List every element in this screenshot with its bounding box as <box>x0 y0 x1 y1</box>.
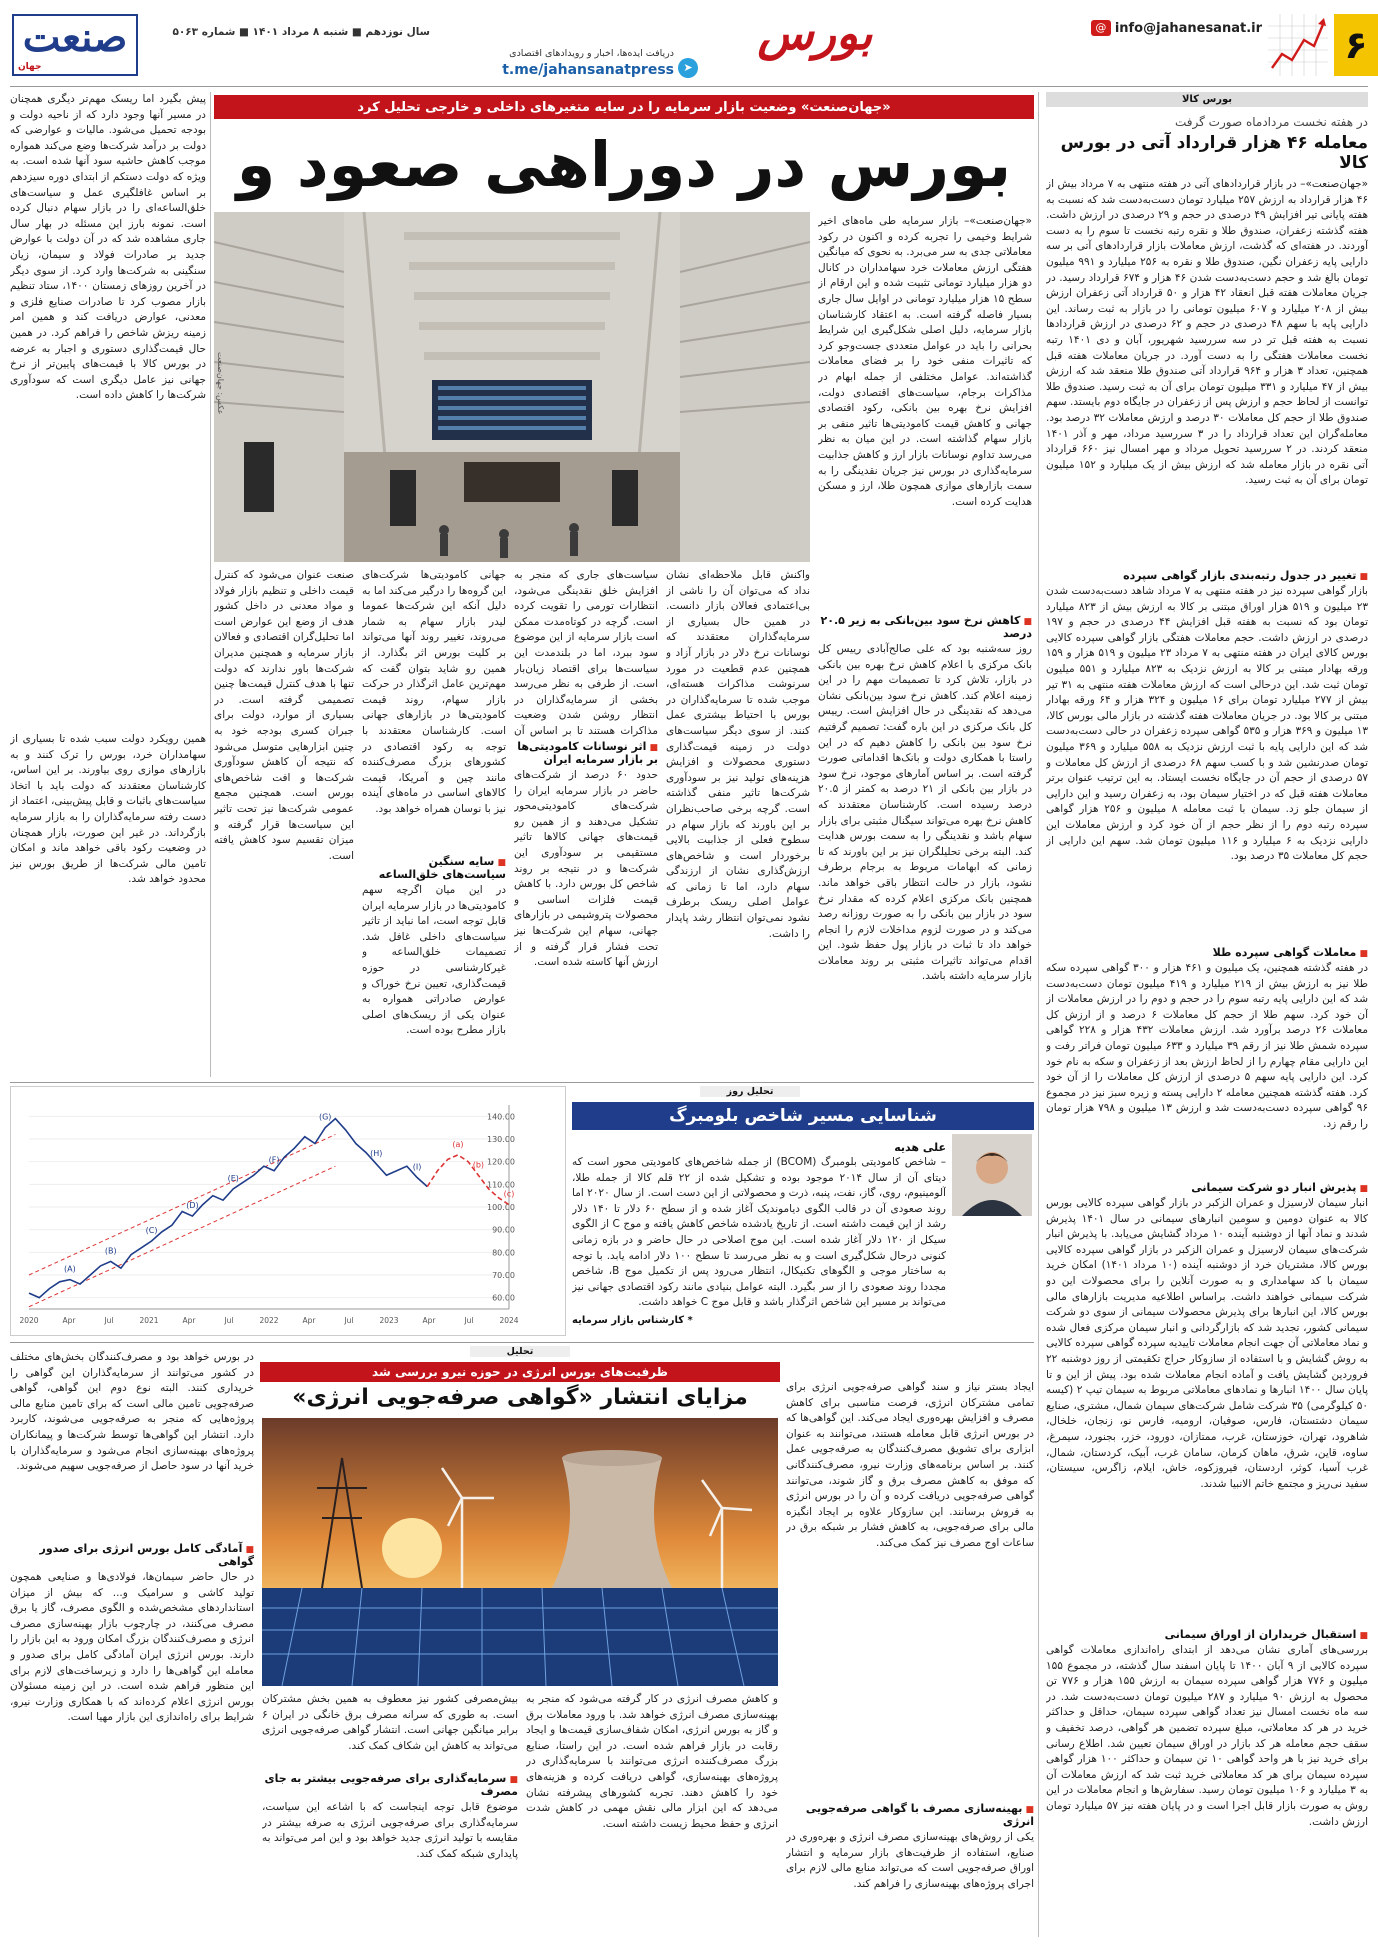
report-col-3 <box>262 1692 518 1937</box>
author-avatar <box>952 1134 1032 1216</box>
report-col-1 <box>786 1380 1034 1940</box>
subheading-exchange-ready: ■ آمادگی کامل بورس انرژی برای صدور گواهی <box>10 1542 254 1568</box>
y-tick-label: 130.00 <box>487 1135 515 1144</box>
subheading-optimization: ■ بهینه‌سازی مصرف با گواهی صرفه‌جویی انرژی <box>786 1802 1034 1828</box>
article-paragraph-4: انبار سیمان لارسیزل و عمران الزکبر در بازار گواهی سپرده کالایی بورس کالا به عنوان دومین و سومین انبارهای سیمانی در سال ۱۴۰۱ پذیرش شدند و نماد آنها از دوشنبه آینده ۱۰ مرداد گشایش می‌یابد. با پذیرش انبار شرکت‌های سیمان لارسیزل و عمران الزکبر در بازار گواهی سپرده کالایی بورس کالا، مشتریان خرد از دوشنبه آینده (۱۰ مرداد ۱۴۰۱) امکان خرید سیمان با کد سهامداری و به صورت آنلاین را برای محصولات این دو شرکت سیمانی خواهند داشت. براساس اطلاعیه مدیریت بازارهای مالی بورس کالا، این انبارها برای پذیرش محصولات سیمانی از سوی دو شرکت سیمانی کشور، تجدید شد که بازارگردانی و انبار سیمان مرکزی فعال شده و نماد معاملاتی آن جهت انجام معاملات تاییدیه سپرده گواهی سپرده کالایی به روش گشایش و با استفاده از سازوکار حراج تکقیمتی از روز دوشنبه ۲۲ فروردین گشایش یافت و آماده انجام معاملات شده بود. پیش از این و تا پایان سال ۱۴۰۰ انبارها و نمادهای معاملاتی مربوط به سیمان تیپ ۲ (کیسه ۵۰ کیلوگرمی) ۳۵ شرکت شامل شرکت‌های سیمان شمال، مشتری، صنایع سیمان دشتستان، فارس، صوفیان، ارومیه، فارس نو، زنجان، خلخال، شاهرود، تهران، خوزستان، غرب، ممتازان، دورود، خزر، بجنورد، سیمرغ، ساوه، قاین، شرق، ماهان کرمان، سامان غرب، آبیک، کردستان، شمال، غرب آسیا، کوثر، اردستان، فیروزکوه، خاش، ایلام، زاگرس، سیستان، سفید نی‌ریز و مجتمع خاتم الانبیا شدند. <box>1046 1197 1368 1490</box>
analysis-tag: تحلیل روز <box>700 1086 800 1097</box>
main-column-5 <box>362 568 506 1073</box>
x-tick-label: 2023 <box>379 1316 399 1325</box>
main-column-6-text: صنعت عنوان می‌شود که کنترل قیمت داخلی و تنظیم بازار فولاد و مواد معدنی در داخل کشور هدف از وضع این عوارض است اما تحلیل‌گران اقتصادی و فعالان بازار سرمایه و همچنین مدیران شرکت‌ها باور ندارند که دولت تنها با هدف کنترل قیمت‌ها چنین تصمیمی گرفته است. در بسیاری از موارد، دولت برای جبران کسری بودجه خود به چنین ابزارهایی متوسل می‌شود که نتیجه آن کاهش سودآوری شرکت‌ها و افت شاخص‌های بورس است. همچنین مجمع عمومی شرکت‌ها نیز تحت تاثیر این سیاست‌ها قرار گرفته و میزان تقسیم سود کاهش یافته است. <box>214 569 354 862</box>
newspaper-logo <box>12 14 138 76</box>
main-column-7b-text: همین رویکرد دولت سبب شده تا بسیاری از سهامداران خرد، بورس را ترک کنند و به بازارهای موازی روی بیاورند. بر این اساس، کارشناسان معتقدند که دولت باید با اتخاذ سیاست‌های باثبات و قابل پیش‌بینی، اعتماد از دست رفته سرمایه‌گذاران را به بازار سرمایه بازگرداند. در غیر این صورت، بازار همچنان در وضعیت رکود باقی خواهد ماند و امکان تامین مالی شرکت‌ها از طریق بورس نیز محدود خواهد شد. <box>10 733 206 886</box>
main-column-5b-text: در این میان اگرچه سهم کامودیتی‌ها در بازار سرمایه ایران قابل توجه است، اما نباید از تاثیر سیاست‌های داخلی غافل شد. تصمیمات خلق‌الساعه و غیرکارشناسی در حوزه قیمت‌گذاری، تعیین نرخ خوراک و عوارض صادراتی همواره به عنوان یکی از ریسک‌های اصلی بازار مطرح بوده است. <box>362 884 506 1037</box>
main-kicker: «جهان‌صنعت» وضعیت بازار سرمایه را در سایه متغیرهای داخلی و خارجی تحلیل کرد <box>357 99 891 115</box>
main-column-4 <box>514 568 658 1073</box>
projection-label: (b) <box>472 1160 485 1170</box>
article-paragraph-3: در هفته گذشته همچنین، یک میلیون و ۴۶۱ هزار و ۳۰۰ گواهی سپرده سکه طلا نیز به ارزش بیش از ۲۱۹ میلیارد و ۴۱۹ میلیون تومان دست‌به‌دست شد که این دارایی پایه رتبه سوم را در حجم و دوم را در ارزش معاملات از آن خود کرد. سهم طلا از حجم کل معاملات ۶ درصد و از ارزش کل معاملات ۲۶ درصد برآورد شد. ارزش معاملات ۴۳۲ هزار و ۲۲۸ گواهی سپرده شمش طلا نیز از رقم ۳۹ میلیارد و ۶۳۳ میلیون تومان فراتر رفت و این دارایی مقام چهارم را از لحاظ ارزش بعد از زعفران و سکه به نام خود کرد. این دارایی پایه سهم ۵ درصدی از ارزش کل معاملات را از آن خود کرد. هفته گذشته همچنین معامله ۲ دارایی پسته و زیره سبز نیز در مجموع ۹۶ گواهی سپرده دست‌به‌دست شد و ارزش ۱۳ میلیون و ۷۹۸ هزار تومان را رقم زد. <box>1046 962 1368 1130</box>
main-headline: بورس در دوراهی صعود و <box>236 128 1012 201</box>
main-intro: «جهان‌صنعت»– بازار سرمایه طی ماه‌های اخیر شرایط وخیمی را تجربه کرده و اکنون در رکود معاملاتی جدی به سر می‌برد. به نحوی که میانگین هفتگی ارزش معاملات خرد سهامداران در کانال دو هزار میلیارد تومانی تثبیت شده و این ارقام از سطح ۱۵ هزار میلیارد تومانی در اوایل سال جاری بسیار فاصله گرفته است. به اعتقاد کارشناسان بازار سرمایه، دلیل اصلی شکل‌گیری این شرایط بحرانی را باید در عوامل متعددی جست‌وجو کرد که تاثیرات منفی خود را بر فضای معاملات گذاشته‌اند. عوامل مختلفی از جمله ابهام در مذاکرات برجام، سیاست‌های اقتصادی دولت، افزایش نرخ بهره بین بانکی، رکود اقتصادی جهانی و کاهش قیمت کامودیتی‌ها تاثیر منفی بر بازار سهام گذاشته است. در این میان به نظر می‌رسد تداوم نوسانات بازار ارز و کاهش جذابیت سرمایه‌گذاری در بورس نیز جریان نقدینگی را به سمت بازارهای موازی همچون طلا، ارز و مسکن هدایت کرده است. <box>818 215 1032 508</box>
report-col-1b-text: یکی از روش‌های بهینه‌سازی مصرف انرژی و بهره‌وری در صنایع، استفاده از ظرفیت‌های بازار سرمایه و انتشار اوراق صرفه‌جویی است که می‌تواند منابع مالی لازم برای اجرای پروژه‌های بهینه‌سازی را فراهم کند. <box>786 1831 1034 1890</box>
x-tick-label: Jul <box>104 1316 114 1325</box>
report-col-4-text: در بورس خواهد بود و مصرف‌کنندگان بخش‌های مختلف در کشور می‌توانند از سرمایه‌گذاران این گواهی را خریداری کنند. البته نوع دوم این گواهی، گواهی صرفه‌جویی تامین مالی است که برای تامین منابع مالی پروژه‌هایی که منجر به صرفه‌جویی می‌شوند، کاربرد دارد. انتشار این گواهی‌ها توسط شرکت‌ها و پیمانکاران پروژه‌های بهینه‌سازی انجام می‌شود و سرمایه‌گذاران با خرید آنها در سود حاصل از صرفه‌جویی سهیم می‌شوند. <box>10 1351 254 1473</box>
page-number: ۶ <box>1344 23 1368 67</box>
report-col-1-text: ایجاد بستر نیاز و سند گواهی صرفه‌جویی انرژی برای تمامی مشترکان انرژی، فرصت مناسبی برای کاهش مصرف و افزایش بهره‌وری ایجاد می‌کند. این گواهی‌ها که در بورس انرژی قابل معامله هستند، می‌توانند به عنوان ابزاری برای تشویق مصرف‌کنندگان به صرفه‌جویی عمل کنند. بر اساس برنامه‌های وزارت نیرو، مصرف‌کنندگانی که موفق به کاهش مصرف برق و گاز شوند، می‌توانند گواهی صرفه‌جویی دریافت کرده و آن را در بورس انرژی به فروش برسانند. این سازوکار علاوه بر ایجاد انگیزه مالی برای صرفه‌جویی، به کاهش فشار بر شبکه برق در ساعات اوج مصرف نیز کمک می‌کند. <box>786 1381 1034 1549</box>
y-tick-label: 140.00 <box>487 1112 515 1122</box>
subheading-whimsical-policies: ■ سایه سنگین سیاست‌های خلق‌الساعه <box>362 855 506 881</box>
email-box <box>1091 16 1262 40</box>
report-kicker: ظرفیت‌های بورس انرژی در حوزه نیرو بررسی شد <box>372 1365 668 1379</box>
trend-line-upper <box>29 1134 335 1275</box>
subheading-commodity-effect: ■ اثر نوسانات کامودیتی‌ها بر بازار سرمایه ایران <box>514 740 658 766</box>
report-tag: تحلیل <box>470 1346 570 1357</box>
subheading-cement-papers: ■ استقبال خریداران از اوراق سیمانی <box>1046 1628 1368 1641</box>
main-kicker-bar <box>214 95 1034 119</box>
analysis-headline: شناسایی مسیر شاخص بلومبرگ <box>669 1106 937 1126</box>
x-tick-label: 2021 <box>139 1316 159 1325</box>
main-column-7-text: پیش بگیرد اما ریسک مهم‌تر دیگری همچنان در مسیر آنها وجود دارد که از ناحیه دولت و بودجه تحمیل می‌شود. مالیات و عوارضی که دولت بر درآمد شرکت‌ها وضع می‌کند همواره موجب کاهش حاشیه سود آنها شده است. به ویژه که دولت دستکم از ابتدای دوره سیزدهم بر اساس غافلگیری عمل و سیاست‌های خلق‌الساعه‌ای را در بازار سهام دنبال کرده است. نمونه بارز این مسئله در بهار سال جاری مشاهده شد که در آن دولت با عوارض جدید بر صادرات فولاد و سیمان، زیان سنگینی به شرکت‌ها وارد کرد. از سوی دیگر در آخرین روزهای زمستان ۱۴۰۰، ستاد تنظیم بازار مصوب کرد تا صادرات صنایع فلزی و معدنی، عوارض دریافت کند و همین امر زمینه ریزش شاخص را فراهم کرد. در همین حال قیمت‌گذاری دستوری و اجبار به عرضه در بورس کالا با قیمت‌های پایین‌تر از نرخ جهانی نیز عامل دیگری است که سودآوری شرکت‌ها را کاهش داده است. <box>10 93 206 402</box>
main-column-5-text: جهانی کامودیتی‌ها شرکت‌های این گروه‌ها را درگیر می‌کند اما به دلیل آنکه این شرکت‌ها عموما لیدر بازار سهام به شمار می‌روند، تغییر روند آنها می‌تواند بر کلیت بورس اثر بگذارد. از همین رو شاید بتوان گفت که مهم‌ترین عامل اثرگذار در حرکت بازار سهام، روند قیمت کامودیتی‌ها در بازارهای جهانی است. کارشناسان معتقدند با توجه به رکود اقتصادی در کشورهای بزرگ مصرف‌کننده مانند چین و آمریکا، قیمت کالاهای اساسی در ماه‌های آینده نیز با نوسان همراه خواهد بود. <box>362 569 506 815</box>
page-number-box <box>1334 14 1378 76</box>
analysis-author-role: * کارشناس بازار سرمایه <box>572 1315 693 1326</box>
masthead <box>0 0 1378 88</box>
telegram-box <box>438 48 698 82</box>
x-tick-label: 2022 <box>259 1316 279 1325</box>
main-column-4b-text: حدود ۶۰ درصد از شرکت‌های حاضر در بازار سرمایه ایران را شرکت‌های کامودیتی‌محور تشکیل می‌دهند و از همین رو قیمت‌های جهانی کالاها تاثیر مستقیمی بر سودآوری این شرکت‌ها و در نتیجه بر روند شاخص کل بورس دارد. با کاهش قیمت فلزات اساسی و محصولات پتروشیمی در بازارهای جهانی، سهام این شرکت‌ها نیز تحت فشار قرار گرفته و از ارزش آنها کاسته شده است. <box>514 769 658 969</box>
growth-chart-icon <box>1268 14 1328 76</box>
bcom-chart-svg <box>9 1087 565 1337</box>
solar-wind-nuclear-image <box>262 1418 778 1686</box>
x-tick-label: Apr <box>182 1316 196 1325</box>
article-paragraph-5: بررسی‌های آماری نشان می‌دهد از ابتدای راه‌اندازی معاملات گواهی سپرده کالایی از ۹ آبان ۱۴۰۰ تا پایان اسفند سال گذشته، در مجموع ۱۵۵ میلیون و ۷۷۶ هزار گواهی سپرده سیمان به ارزش ۱۵۵ هزار و ۷۷۶ تن محصول به ارزش ۹۰ میلیارد و ۲۸۷ میلیون تومان دست‌به‌دست شد. در سه ماه نخست امسال نیز تعداد گواهی سپرده سیمان، حداقل و حداکثر خرید در هر کد معاملاتی، مبلغ سپرده تضمین هر گواهی، درصد تخفیف و سقف حجم معامله هر کد بازار در اوراق سیمان تعیین شد. اطلاع رسانی برای خرید نیز با هر واحد گواهی ۱۰ تن سیمان و حداکثر ۱۰۰ هزار گواهی سپرده سیمان برای هر کد معاملاتی خرید ثبت شد که ارزش معاملات آن به ۳ میلیارد و ۱۰۶ میلیون تومان رسید. سفارش‌ها و انجام معاملات در این روش به صورت بازار قابل اجرا است و در پایان هفته نیز ۵۷ میلیارد تومان ارزش داشت. <box>1046 1644 1368 1828</box>
report-col-2: و کاهش مصرف انرژی در کار گرفته می‌شود که منجر به بهینه‌سازی مصرف انرژی خواهد شد. با ورود معاملات برق و گاز به بورس انرژی، امکان شفاف‌سازی قیمت‌ها و ایجاد رقابت در بازار فراهم شده است. در این راستا، صنایع بزرگ مصرف‌کننده انرژی می‌توانند با سرمایه‌گذاری در پروژه‌های بهینه‌سازی، گواهی دریافت کرده و هزینه‌های خود را کاهش دهند. تجربه کشورهای پیشرفته نشان می‌دهد که این ابزار مالی نقش مهمی در کاهش شدت انرژی و حفظ محیط زیست داشته است. <box>526 1693 778 1830</box>
y-tick-label: 70.00 <box>492 1271 515 1280</box>
x-tick-label: Apr <box>302 1316 316 1325</box>
x-tick-label: Jul <box>464 1316 474 1325</box>
report-col-4b-text: در حال حاضر سیمان‌ها، فولادی‌ها و صنایعی همچون تولید کاشی و سرامیک و... که بیش از میزان استانداردهای مشخص‌شده و الگوی مصرف، گاز یا برق مصرف می‌کنند، در چارچوب بازار بهینه‌سازی مصرف انرژی و مصرف‌کنندگان بزرگ امکان ورود به این بازار را دارند. بورس انرژی ایران آمادگی کامل برای صدور و معامله این گواهی‌ها را دارد و زیرساخت‌های لازم برای این منظور فراهم شده است. در این زمینه مسئولان بورس انرژی اعلام کرده‌اند که با همکاری وزارت نیرو، شرایط برای راه‌اندازی این بازار مهیا است. <box>10 1571 254 1724</box>
y-tick-label: 110.00 <box>487 1180 515 1190</box>
stock-exchange-photo <box>214 212 810 562</box>
analysis-author: علی هدیه <box>894 1141 946 1154</box>
logo-sub: جهان <box>18 62 42 72</box>
subheading-interbank-rate: ■ کاهش نرخ سود بین‌بانکی به زیر ۲۰.۵ درصد <box>818 614 1032 640</box>
x-tick-label: Jul <box>344 1316 354 1325</box>
stock-exchange-building-image <box>214 212 810 562</box>
y-tick-label: 60.00 <box>492 1293 515 1303</box>
article-headline: معامله ۴۶ هزار قرارداد آتی در بورس کالا <box>1060 133 1368 173</box>
article-paragraph-1: «جهان‌صنعت»– در بازار قراردادهای آتی در هفته منتهی به ۷ مرداد بیش از ۴۶ هزار قرارداد به ارزش ۲۵۷ میلیارد تومان دست‌به‌دست شد که نسبت به هفته پایانی تیر افزایش ۴۹ درصدی در حجم و ۲۹ درصدی در ارزش داشت. هفته گذشته زعفران، صندوق طلا و نقره رتبه نخست تا سوم را به دست آوردند. در هفته‌ای که گذشت، ارزش معاملات بازار قراردادهای آتی بر سه دارایی پایه زعفران نگین، صندوق طلا و نقره به ۲۵۶ میلیارد و ۹۹۱ میلیون تومان بالغ شد و حجم دست‌به‌دست شدن ۴۶ هزار و ۶۷۴ قرارداد رسید. در جریان معاملات هفته قبل انعقاد ۴۲ هزار و ۵۰ قرارداد آتی زعفران ارزش بیش از ۲۰۸ میلیارد و ۶۰۷ میلیون تومانی را در بازار به ثبت رساند. این دارایی پایه با سهم ۴۸ درصدی در حجم و ۶۲ درصدی در ارزش قراردادها نسبت به هفته قبل تر در سه سررسید شهریور، آبان و دی ۱۴۰۱ رتبه نخست معاملات هفتگی را به دست آورد. در جریان معاملات هفته قبل همچنین، تعداد ۳ هزار و ۹۶۴ قرارداد آتی صندوق طلا منعقد شد که ارزش بیش از ۴۷ میلیارد و ۳۳۱ میلیون تومان برای آن به ثبت رسید. صندوق طلا توانست از لحاظ حجم و ارزش پس از زعفران در جایگاه دوم بایستد. سهم صندوق طلا از حجم کل معاملات ۳۰ درصد و ارزش معاملات ۳۲ درصد بود. معامله‌گران این تعداد قرارداد را در ۳ سررسید مرداد، مهر و آذر ۱۴۰۱ منعقد کردند. در ۲ سررسید تحویل مرداد و مهر امسال نیز ۶۶۰ قرارداد آتی نقره در بازار معامله شد که ارزش بیش از یک میلیارد و ۱۵۲ میلیون تومان برای آن به ثبت رسید. <box>1046 178 1368 487</box>
email-address[interactable]: info@jahanesanat.ir <box>1114 20 1262 36</box>
report-col-3b-text: موضوع قابل توجه اینجاست که با اشاعه این سیاست، سرمایه‌گذاری برای صرفه‌جویی انرژی به صرفه بیشتر در مقایسه با تولید انرژی جدید خواهد بود و این امر می‌تواند به پایداری شبکه کمک کند. <box>262 1801 518 1860</box>
subheading-gold-deposit: ■ معاملات گواهی سپرده طلا <box>1046 946 1368 959</box>
article-kicker: در هفته نخست مردادماه صورت گرفت <box>1174 115 1368 129</box>
report-col-3-text: بیش‌مصرفی کشور نیز معطوف به همین بخش مشترکان است. به طوری که سرانه مصرف برق خانگی در ایران ۶ برابر میانگین جهانی است. انتشار گواهی صرفه‌جویی انرژی می‌تواند به کاهش این شکاف کمک کند. <box>262 1693 518 1752</box>
telegram-icon: ➤ <box>678 58 698 78</box>
main-column-6 <box>214 568 354 1073</box>
wave-label: (G) <box>318 1112 332 1122</box>
projection-label: (c) <box>503 1189 515 1199</box>
wave-label: (H) <box>370 1148 383 1158</box>
x-tick-label: 2024 <box>499 1316 519 1325</box>
y-tick-label: 120.00 <box>487 1157 515 1167</box>
email-icon: @ <box>1091 20 1111 36</box>
y-tick-label: 100.00 <box>487 1203 515 1212</box>
telegram-caption: دریافت ایده‌ها، اخبار و رویدادهای اقتصادی <box>509 48 674 59</box>
analysis-body-box <box>572 1136 946 1330</box>
wave-label: (B) <box>104 1246 117 1256</box>
report-headline: مزایای انتشار «گواهی صرفه‌جویی انرژی» <box>292 1385 748 1410</box>
y-tick-label: 90.00 <box>492 1225 515 1235</box>
photo-credit: عکس: جهان‌صنعت <box>216 352 225 415</box>
telegram-link[interactable]: t.me/jahansanatpress <box>502 62 674 78</box>
analysis-headline-bar <box>572 1102 1034 1130</box>
issue-line: سال نوزدهم ■ شنبه ۸ مرداد ۱۴۰۱ ■ شماره ۵۰۶۳ <box>172 26 430 38</box>
y-tick-label: 80.00 <box>492 1248 515 1258</box>
wave-label: (I) <box>412 1162 422 1172</box>
subheading-cement-warehouse: ■ پذیرش انبار دو شرکت سیمانی <box>1046 1181 1368 1194</box>
projection-label: (a) <box>452 1139 464 1149</box>
bcom-chart <box>10 1086 566 1336</box>
analysis-body: – شاخص کامودیتی بلومبرگ (BCOM) از جمله شاخص‌های کامودیتی محور است که دیتای آن از سال ۲۰۱۴ موجود بوده و تشکیل شده از ۲۲ قلم کالا از جمله طلا، آلومینیوم، روی، گاز، نفت، پنبه، ذرت و محصولاتی از این دست است. از سال ۲۰۲۰ اما روند صعودی آن در قالب الگوی دیاموندیک آغاز شده و از سطح ۶۰ دلار تا ۱۴۰ دلار رشد از این قیمت داشته است. از تاریخ یادشده شاخص کاهش یافته و موج C از الگوی سیکل از ۱۲۰ دلار آغاز شده است. این موج اصلاحی در حال حاضر و در بازه زمانی کنونی درحال شکل‌گیری است و به نظر می‌رسد تا سطح ۱۰۰ دلار ادامه یابد. با توجه به ساختار موجی و الگوهای تکنیکال، انتظار می‌رود پس از تکمیل موج B، شاخص مجددا روند صعودی را از سر بگیرد. البته عوامل بنیادی مانند رکود اقتصادی جهانی نیز می‌تواند بر مسیر این شاخص اثرگذار باشد و قابل موج C خواهد داشت. <box>572 1156 946 1309</box>
x-tick-label: 2020 <box>19 1316 39 1325</box>
main-column-2-text: روز سه‌شنبه بود که علی صالح‌آبادی رییس کل بانک مرکزی با اعلام کاهش نرخ بهره بین بانکی در بازار، تلاش کرد تا تصمیمات مهم را در این زمینه اعلام کند. کاهش نرخ سود بین‌بانکی نشان می‌دهد که نقدینگی در حال افزایش است. رییس کل بانک مرکزی در این باره گفت: تصمیم گرفتیم نرخ سود بین بانکی را کاهش دهیم که در این راستا با همکاری دولت و بانک‌ها اقداماتی صورت گرفته است. بر اساس آمارهای موجود، نرخ سود در بازار بین بانکی از ۲۱ درصد به کمتر از ۲۰.۵ درصد رسیده است. کارشناسان معتقدند که کاهش نرخ بهره می‌تواند سیگنال مثبتی برای بازار سهام باشد و نقدینگی را به سمت بورس هدایت کند. البته برخی تحلیلگران نیز بر این باورند که تا زمانی که ابهامات مربوط به برجام برطرف نشود، بازار در حالت انتظار باقی خواهد ماند. همچنین بانک مرکزی اعلام کرده که مقدار نرخ سود در بازار بین بانکی را به صورت روزانه رصد می‌کند و در صورت لزوم مداخلات لازم را انجام خواهد داد تا ثبات در بازار پول حفظ شود. این اقدام می‌تواند تاثیرات مثبتی بر روند معاملات بازار سرمایه داشته باشد. <box>818 643 1032 983</box>
wave-label: (A) <box>63 1264 76 1274</box>
wave-label: (D) <box>186 1201 199 1211</box>
report-col-4 <box>10 1350 254 1940</box>
subheading-invest-saving: ■ سرمایه‌گذاری برای صرفه‌جویی بیشتر به جای مصرف <box>262 1772 518 1798</box>
article-paragraph-2: بازار گواهی سپرده نیز در هفته منتهی به ۷ مرداد شاهد دست‌به‌دست شدن ۲۳ میلیون و ۵۱۹ هزار اوراق مبتنی بر کالا به ارزش بیش از ۸۲۳ میلیارد تومان بود که نسبت به هفته قبل افزایش ۴۴ درصدی در حجم و ۱۹۷ درصدی در ارزش داشت. حجم معاملات هفتگی بازار گواهی سپرده کالایی بورس کالای ایران در هفته منتهی به ۷ مرداد ۲۳ میلیون و ۵۱۹ هزار و ۱۵۹ ورقه بهادار مبتنی بر کالا به ارزش نزدیک به ۸۲۳ میلیارد و ۵۵۱ میلیون تومان ثبت شد. این درحالی است که ارزش معاملات هفته منتهی به ۳۱ تیر بیش از ۲۷۷ میلیارد تومان برای ۱۶ میلیون و ۳۲۴ هزار و ۶۴ ورقه بهادار مبتنی بر کالا بود. در جریان معاملات هفته گذشته در بازار مالی بورس کالا، ۱۳ میلیون و ۳۶۹ هزار و ۵۳۵ گواهی سپرده زعفران در حالی دست‌به‌دست شد که این دارایی پایه با ثبت ارزش نزدیک به ۵۵۸ میلیارد و ۳۶۹ میلیون تومان صدرنشین شد و با کسب سهم ۶۸ درصدی از ارزش کل معاملات و ۵۷ درصدی از حجم آن در جایگاه نخست ایستاد. به این ترتیب عنوان برتر معاملات هفته قبل که در اختیار سیمان بود، به زعفران رسید و این دارایی از سیمان جلو زد. سیمان با ثبت معامله ۸ میلیون و ۲۵۶ هزار گواهی سپرده رتبه دوم را از نظر حجم از آن خود کرد و ارزش معاملات این دارایی نزدیک به ۶ میلیارد و ۱۱۶ میلیون تومان شد. سهم این دارایی از حجم کل معاملات ۳۵ درصد بود. <box>1046 585 1368 863</box>
trend-line-lower <box>29 1166 335 1307</box>
article-tag: بورس کالا <box>1046 92 1368 107</box>
main-column-7 <box>10 92 206 1077</box>
x-tick-label: Apr <box>422 1316 436 1325</box>
main-column-2 <box>818 612 1032 1077</box>
main-column-4-text: سیاست‌های جاری که منجر به افزایش خلق نقدینگی می‌شود، انتظارات تورمی را تقویت کرده است. گرچه در کوتاه‌مدت ممکن است بازار سرمایه از این موضوع سود ببرد، اما در بلندمدت این سیاست‌ها برای اقتصاد زیان‌بار است. از طرفی به نظر می‌رسد بخشی از سرمایه‌گذاران در انتظار روشن شدن وضعیت مذاکرات هستند تا بر اساس آن <box>514 569 658 737</box>
x-tick-label: Apr <box>62 1316 76 1325</box>
logo-text: صنعت <box>22 14 128 61</box>
commodity-exchange-article <box>1046 92 1368 1937</box>
subheading-deposit-ranking: ■ تغییر در جدول رتبه‌بندی بازار گواهی سپرده <box>1046 569 1368 582</box>
wave-label: (C) <box>145 1226 158 1235</box>
report-kicker-bar <box>260 1362 780 1382</box>
energy-photo <box>262 1418 778 1686</box>
main-column-3: واکنش قابل ملاحظه‌ای نشان نداد که می‌توان آن را ناشی از بی‌اعتمادی فعالان بازار دانست. در همین حال بسیاری از سرمایه‌گذاران معتقدند که نوسانات نرخ دلار در بازار آزاد و همچنین عدم قطعیت در مورد سرنوشت مذاکرات هسته‌ای، موجب شده تا سرمایه‌گذاران در بورس با احتیاط بیشتری عمل کنند. از سوی دیگر سیاست‌های دولت در زمینه قیمت‌گذاری دستوری محصولات و افزایش هزینه‌های تولید نیز بر سودآوری شرکت‌ها تاثیر منفی گذاشته است. گرچه برخی صاحب‌نظران بر این باورند که بازار سهام در سطوح فعلی از جذابیت بالایی برخوردار است و شاخص‌های ارزش‌گذاری نشان از ارزندگی سهام دارد، اما تا زمانی که عوامل اصلی ریسک برطرف نشود نمی‌توان انتظار رشد پایدار را داشت. <box>666 569 810 940</box>
price-series-line <box>29 1119 427 1298</box>
section-title: بورس <box>757 6 873 60</box>
wave-label: (E) <box>227 1173 239 1183</box>
wave-label: (F) <box>268 1155 280 1165</box>
x-tick-label: Jul <box>224 1316 234 1325</box>
